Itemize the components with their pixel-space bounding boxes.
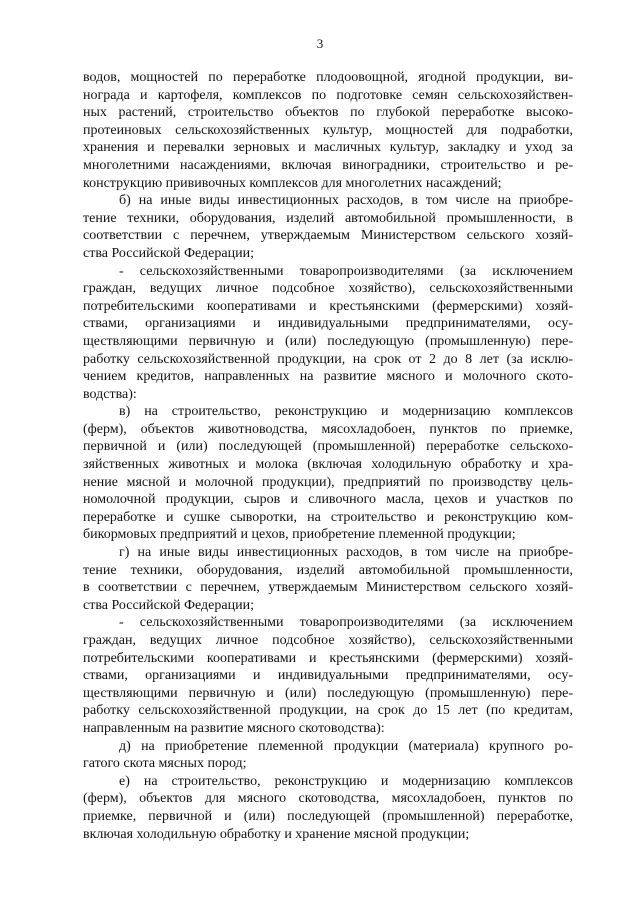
text-line: соответствии с перечнем, утверждаемым Министерством сельского хозяй- bbox=[83, 228, 573, 244]
text-line: номолочной продукции, сыров и сливочного масла, цехов и участков по bbox=[83, 492, 573, 508]
text-line: зяйственных животных и молока (включая холодильную обработку и хра- bbox=[83, 457, 573, 473]
text-line: граждан, ведущих личное подсобное хозяйство), сельскохозяйственными bbox=[83, 281, 573, 297]
text-line: потребительскими кооперативами и крестьянскими (фермерскими) хозяй- bbox=[83, 650, 573, 666]
text-line: водов, мощностей по переработке плодоовощной, ягодной продукции, ви- bbox=[83, 70, 573, 85]
text-line: тение техники, оборудования, изделий автомобильной промышленности, в bbox=[83, 210, 573, 226]
text-line: многолетними насаждениями, включая виноградники, строительство и ре- bbox=[83, 157, 573, 173]
text-line: ствами, организациями и индивидуальными предпринимателями, осу- bbox=[83, 316, 573, 332]
text-line: потребительскими кооперативами и крестьянскими (фермерскими) хозяй- bbox=[83, 298, 573, 314]
paragraph bbox=[83, 773, 573, 843]
paragraph bbox=[83, 614, 573, 737]
text-line: е) на строительство, реконструкцию и модернизацию комплексов bbox=[119, 773, 573, 789]
text-line: ществляющими первичную и (или) последующую (промышленную) пере- bbox=[83, 333, 573, 349]
text-line: в соответствии с перечнем, утверждаемым Министерством сельского хозяй- bbox=[83, 580, 573, 596]
text-line: ных растений, строительство объектов по глубокой переработке высоко- bbox=[83, 105, 573, 121]
text-line: - сельскохозяйственными товаропроизводителями (за исключением bbox=[119, 263, 573, 279]
text-line: протеиновых сельскохозяйственных культур, мощностей для подработки, bbox=[83, 122, 573, 138]
text-line: первичной и (или) последующей (промышленной) переработке сельскохо- bbox=[83, 439, 573, 455]
text-line: ствами, организациями и индивидуальными предпринимателями, осу- bbox=[83, 668, 573, 684]
text-line: чением кредитов, направленных на развитие мясного и молочного ското- bbox=[83, 369, 573, 385]
text-line: - сельскохозяйственными товаропроизводителями (за исключением bbox=[119, 615, 573, 631]
text-line: ства Российской Федерации; bbox=[83, 245, 254, 261]
document-body bbox=[83, 69, 573, 843]
text-line: конструкцию прививочных комплексов для многолетних насаждений; bbox=[83, 175, 502, 191]
text-line: гатого скота мясных пород; bbox=[83, 756, 247, 772]
text-line: включая холодильную обработку и хранение мясной продукции; bbox=[83, 826, 470, 842]
text-line: нение мясной и молочной продукции), предприятий по производству цель- bbox=[83, 474, 573, 490]
paragraph bbox=[83, 544, 573, 614]
page-number: 3 bbox=[316, 36, 324, 51]
text-line: направленным на развитие мясного скотоводства): bbox=[83, 720, 385, 736]
paragraph bbox=[83, 263, 573, 404]
text-line: приемке, первичной и (или) последующей (промышленной) переработке, bbox=[83, 808, 573, 824]
paragraph bbox=[83, 192, 573, 262]
text-line: д) на приобретение племенной продукции (материала) крупного ро- bbox=[119, 738, 573, 754]
text-line: хранения и перевалки зерновых и масличных культур, закладку и уход за bbox=[83, 140, 573, 156]
paragraph bbox=[83, 69, 573, 192]
text-line: ства Российской Федерации; bbox=[83, 597, 254, 613]
paragraph bbox=[83, 403, 573, 544]
text-line: работку сельскохозяйственной продукции, на срок до 15 лет (по кредитам, bbox=[83, 703, 573, 719]
text-line: работку сельскохозяйственной продукции, на срок от 2 до 8 лет (за исклю- bbox=[83, 351, 573, 367]
text-line: ществляющими первичную и (или) последующую (промышленную) пере- bbox=[83, 685, 573, 701]
text-line: нограда и картофеля, комплексов по подготовке семян сельскохозяйствен- bbox=[83, 87, 573, 103]
text-line: (ферм), объектов животноводства, мясохладобоен, пунктов по приемке, bbox=[83, 421, 573, 437]
text-line: б) на иные виды инвестиционных расходов, в том числе на приобре- bbox=[119, 193, 573, 209]
text-line: водства): bbox=[83, 386, 137, 402]
text-line: тение техники, оборудования, изделий автомобильной промышленности, bbox=[83, 562, 573, 578]
text-line: граждан, ведущих личное подсобное хозяйство), сельскохозяйственными bbox=[83, 633, 573, 648]
text-line: (ферм), объектов для мясного скотоводства, мясохладобоен, пунктов по bbox=[83, 791, 573, 807]
paragraph bbox=[83, 738, 573, 773]
text-line: переработке и сушке сыворотки, на строительство и реконструкцию ком- bbox=[83, 509, 573, 525]
text-line: г) на иные виды инвестиционных расходов, в том числе на приобре- bbox=[119, 545, 573, 561]
text-line: бикормовых предприятий и цехов, приобретение племенной продукции; bbox=[83, 527, 516, 543]
text-line: в) на строительство, реконструкцию и модернизацию комплексов bbox=[119, 404, 573, 420]
